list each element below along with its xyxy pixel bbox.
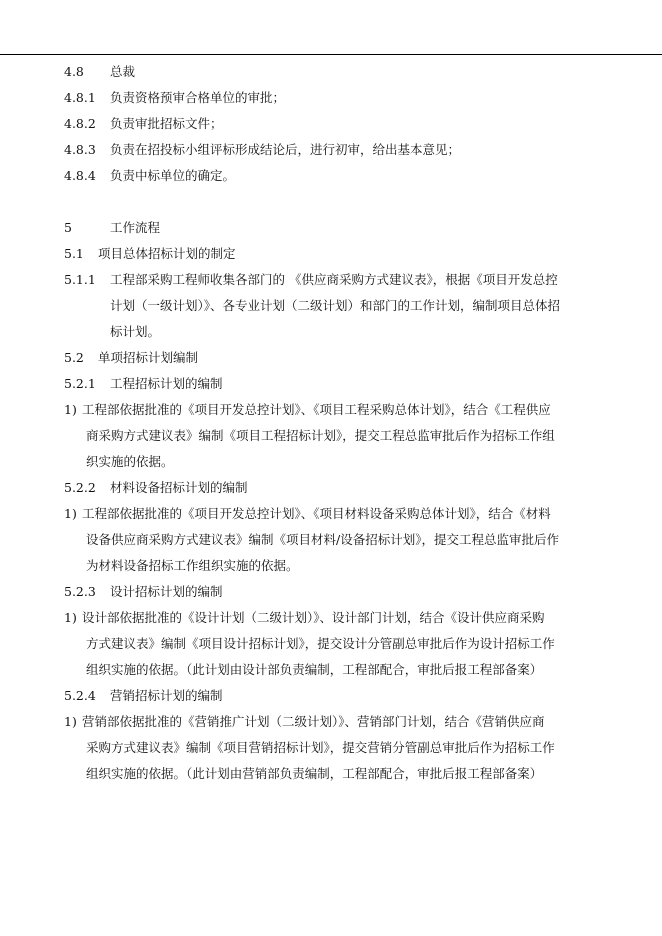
section-heading: 单项招标计划编制 bbox=[98, 350, 199, 365]
section-number: 4.8.3 bbox=[64, 142, 96, 157]
section-heading: 工作流程 bbox=[110, 220, 161, 235]
section-number: 5.2.2 bbox=[64, 480, 96, 495]
section-heading: 设计招标计划的编制 bbox=[110, 584, 223, 599]
paragraph-line: 工程部依据批准的《项目开发总控计划》、《项目材料设备采购总体计划》，结合《材料 bbox=[82, 506, 551, 521]
section-heading: 营销招标计划的编制 bbox=[110, 688, 223, 703]
paragraph-line: 设备供应商采购方式建议表》编制《项目材料/设备招标计划》，提交工程总监审批后作 bbox=[86, 532, 559, 547]
section-heading: 材料设备招标计划的编制 bbox=[110, 480, 248, 495]
paragraph-line: 设计部依据批准的《设计计划（二级计划）》、设计部门计划，结合《设计供应商采购 bbox=[82, 610, 545, 625]
paragraph-line: 商采购方式建议表》编制《项目工程招标计划》，提交工程总监审批后作为招标工作组 bbox=[86, 428, 555, 443]
list-marker: 1) bbox=[64, 714, 77, 729]
header-rule bbox=[0, 54, 662, 55]
section-number: 4.8.1 bbox=[64, 90, 96, 105]
paragraph-line: 织实施的依据。 bbox=[86, 454, 174, 469]
section-text: 负责审批招标文件； bbox=[110, 116, 223, 131]
list-marker: 1) bbox=[64, 506, 77, 521]
paragraph-line: 营销部依据批准的《营销推广计划（二级计划）》、营销部门计划，结合《营销供应商 bbox=[82, 714, 545, 729]
paragraph-line: 工程部依据批准的《项目开发总控计划》、《项目工程采购总体计划》，结合《工程供应 bbox=[82, 402, 551, 417]
list-marker: 1) bbox=[64, 610, 77, 625]
list-marker: 1) bbox=[64, 402, 77, 417]
section-heading: 工程招标计划的编制 bbox=[110, 376, 223, 391]
paragraph-line: 组织实施的依据。（此计划由营销部负责编制，工程部配合，审批后报工程部备案） bbox=[86, 766, 543, 781]
paragraph-line: 方式建议表》编制《项目设计招标计划》，提交设计分管副总审批后作为设计招标工作 bbox=[86, 636, 555, 651]
section-text: 负责中标单位的确定。 bbox=[110, 168, 236, 183]
section-text: 负责在招投标小组评标形成结论后，进行初审，给出基本意见； bbox=[110, 142, 461, 157]
paragraph-line: 为材料设备招标工作组织实施的依据。 bbox=[86, 558, 299, 573]
paragraph-line: 计划（一级计划）》、各专业计划（二级计划）和部门的工作计划，编制项目总体招 bbox=[110, 298, 561, 313]
section-number: 5.2 bbox=[64, 350, 84, 365]
section-heading: 总裁 bbox=[110, 64, 136, 79]
section-number: 5.2.3 bbox=[64, 584, 96, 599]
section-number: 5.1.1 bbox=[64, 272, 96, 287]
section-number: 5.1 bbox=[64, 246, 84, 261]
section-number: 5.2.1 bbox=[64, 376, 96, 391]
paragraph-line: 标计划。 bbox=[110, 324, 161, 339]
paragraph-line: 工程部采购工程师收集各部门的 《供应商采购方式建议表》，根据《项目开发总控 bbox=[110, 272, 558, 287]
section-number: 4.8.4 bbox=[64, 168, 96, 183]
section-number: 4.8.2 bbox=[64, 116, 96, 131]
section-number: 5 bbox=[64, 220, 72, 235]
paragraph-line: 组织实施的依据。（此计划由设计部负责编制，工程部配合，审批后报工程部备案） bbox=[86, 662, 543, 677]
section-heading: 项目总体招标计划的制定 bbox=[98, 246, 236, 261]
section-text: 负责资格预审合格单位的审批； bbox=[110, 90, 286, 105]
section-number: 4.8 bbox=[64, 64, 84, 79]
section-number: 5.2.4 bbox=[64, 688, 96, 703]
paragraph-line: 采购方式建议表》编制《项目营销招标计划》，提交营销分管副总审批后作为招标工作 bbox=[86, 740, 555, 755]
